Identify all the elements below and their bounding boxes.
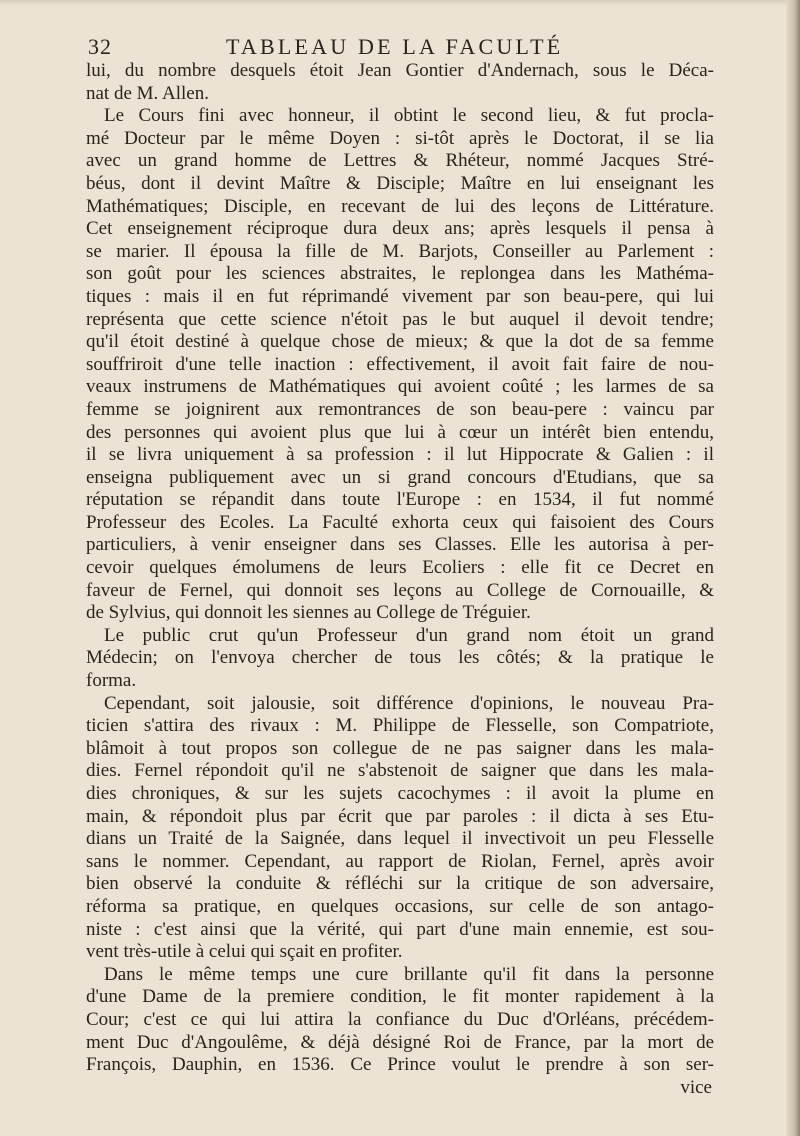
text-line: dies chroniques, & sur les sujets cacochymes : il avoit la plume en bbox=[86, 783, 714, 804]
text-line: vent très-utile à celui qui sçait en profiter. bbox=[86, 941, 403, 963]
text-line: lui, du nombre desquels étoit Jean Gontier d'Andernach, sous le Déca- bbox=[86, 60, 714, 81]
text-line: Dans le même temps une cure brillante qu'il fit dans la personne bbox=[104, 963, 714, 985]
text-line: veaux instrumens de Mathématiques qui avoient coûté ; les larmes de sa bbox=[86, 376, 714, 398]
text-line: tiques : mais il en fut réprimandé vivement par son beau-pere, qui lui bbox=[86, 285, 714, 307]
text-line: réforma sa pratique, en quelques occasions, sur celle de son antago- bbox=[86, 895, 714, 917]
text-line: cevoir quelques émolumens de leurs Ecoliers : elle fit ce Decret en bbox=[86, 557, 714, 579]
text-line: souffriroit d'une telle inaction : effectivement, il avoit fait faire de nou- bbox=[86, 353, 714, 375]
text-line: dians un Traité de la Saignée, dans lequel il invectivoit un peu Flesselle bbox=[86, 828, 714, 850]
text-line: nat de M. Allen. bbox=[86, 82, 209, 104]
text-line: Le Cours fini avec honneur, il obtint le second lieu, & fut procla- bbox=[104, 105, 714, 127]
text-line: Médecin; on l'envoya chercher de tous les côtés; & la pratique le bbox=[86, 647, 714, 669]
page-right-edge bbox=[786, 0, 800, 1136]
text-line: Cet enseignement réciproque dura deux ans; après lesquels il pensa à bbox=[86, 218, 714, 240]
text-line: dies. Fernel répondoit qu'il ne s'abstenoit de saigner que dans les mala- bbox=[86, 760, 714, 782]
catchword: vice bbox=[680, 1076, 712, 1098]
text-line: blâmoit à tout propos son collegue de ne pas saigner dans les mala- bbox=[86, 737, 714, 759]
body-text bbox=[86, 60, 714, 1099]
text-line: Professeur des Ecoles. La Faculté exhorta ceux qui faisoient des Cours bbox=[86, 511, 714, 533]
text-line: François, Dauphin, en 1536. Ce Prince voulut le prendre à son ser- bbox=[86, 1054, 714, 1076]
text-line: mé Docteur par le même Doyen : si-tôt après le Doctorat, il se lia bbox=[86, 127, 714, 149]
text-line: il se livra uniquement à sa profession : il lut Hippocrate & Galien : il bbox=[86, 444, 714, 466]
text-line: particuliers, à venir enseigner dans ses Classes. Elle les autorisa à per- bbox=[86, 534, 714, 556]
text-line: ment Duc d'Angoulême, & déjà désigné Roi de France, par la mort de bbox=[86, 1031, 714, 1053]
text-line: sans le nommer. Cependant, au rapport de Riolan, Fernel, après avoir bbox=[86, 850, 714, 872]
text-line: qu'il étoit destiné à quelque chose de mieux; & que la dot de sa femme bbox=[86, 331, 714, 353]
text-line: son goût pour les sciences abstraites, le replongea dans les Mathéma- bbox=[86, 263, 714, 285]
text-line: Le public crut qu'un Professeur d'un grand nom étoit un grand bbox=[104, 624, 714, 646]
text-line: des personnes qui avoient plus que lui à cœur un intérêt bien entendu, bbox=[86, 421, 714, 443]
text-line: représenta que cette science n'étoit pas le but auquel il devoit tendre; bbox=[86, 308, 714, 330]
text-line: faveur de Fernel, qui donnoit ses leçons au College de Cornouaille, & bbox=[86, 579, 714, 601]
text-line: bien observé la conduite & réfléchi sur la critique de son adversaire, bbox=[86, 873, 714, 895]
text-line: niste : c'est ainsi que la vérité, qui part d'une main ennemie, est sou- bbox=[86, 918, 714, 940]
text-line: enseigna publiquement avec un si grand concours d'Etudians, que sa bbox=[86, 466, 714, 488]
text-line: Cour; c'est ce qui lui attira la confiance du Duc d'Orléans, précédem- bbox=[86, 1008, 714, 1030]
text-line: Cependant, soit jalousie, soit différence d'opinions, le nouveau Pra- bbox=[104, 692, 714, 714]
text-line: main, & répondoit plus par écrit que par paroles : il dicta à ses Etu- bbox=[86, 805, 714, 827]
running-head: TABLEAU DE LA FACULTÉ bbox=[226, 34, 564, 59]
page-header bbox=[88, 34, 713, 62]
text-line: béus, dont il devint Maître & Disciple; Maître en lui enseignant les bbox=[86, 172, 714, 194]
text-line: réputation se répandit dans toute l'Europe : en 1534, il fut nommé bbox=[86, 489, 714, 511]
text-line: ticien s'attira des rivaux : M. Philippe de Flesselle, son Compatriote, bbox=[86, 715, 714, 737]
text-line: de Sylvius, qui donnoit les siennes au College de Tréguier. bbox=[86, 602, 531, 624]
text-line: femme se joignirent aux remontrances de son beau-pere : vaincu par bbox=[86, 398, 714, 420]
text-line: d'une Dame de la premiere condition, le fit monter rapidement à la bbox=[86, 986, 714, 1008]
text-line: Mathématiques; Disciple, en recevant de lui des leçons de Littérature. bbox=[86, 195, 714, 217]
text-line: avec un grand homme de Lettres & Rhéteur, nommé Jacques Stré- bbox=[86, 150, 714, 172]
page-top-edge bbox=[0, 0, 800, 6]
text-line: se marier. Il épousa la fille de M. Barjots, Conseiller au Parlement : bbox=[86, 240, 714, 262]
page-number: 32 bbox=[88, 34, 112, 59]
text-line: forma. bbox=[86, 670, 137, 692]
